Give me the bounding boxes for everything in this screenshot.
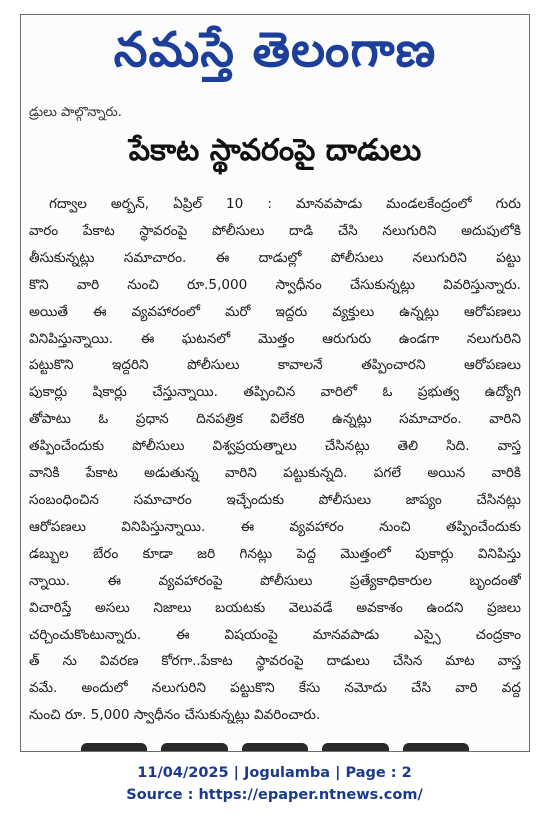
masthead-title: నమస్తే తెలంగాణ — [113, 22, 437, 78]
newspaper-clipping — [20, 14, 530, 752]
previous-article-fragment: డ్రులు పాల్గొన్నారు. — [29, 105, 122, 120]
cut-glyph — [322, 743, 388, 752]
cut-glyph — [161, 743, 227, 752]
cut-glyph — [81, 743, 147, 752]
body-line: తీసుకున్నట్లు సమాచారం. ఈ దాడుల్లో పోలీసులు నలుగురిని పట్టు — [29, 249, 521, 266]
body-line: వమే. అందులో నలుగురిని పట్టుకొని కేసు నమోదు చేసి వారి వద్ద — [29, 680, 521, 697]
body-line: తోపాటు ఓ ప్రధాన దినపత్రిక విలేకరి ఉన్నట్లు సమాచారం. వారిని — [29, 411, 521, 428]
article-body — [29, 191, 521, 729]
body-line: విచారిస్తే అసలు నిజాలు బయటకు వెలువడే అవకాశం ఉందని ప్రజలు — [29, 599, 521, 616]
cut-off-next-headline — [81, 743, 469, 752]
body-line: నుంచి రూ. 5,000 స్వాధీనం చేసుకున్నట్లు వివరించారు. — [29, 707, 321, 724]
body-line: డబ్బుల బేరం కూడా జరి గినట్లు పెద్ద మొత్తంలో పుకార్లు వినిపిస్తు — [29, 545, 521, 562]
edition-info: 11/04/2025 | Jogulamba | Page : 2 — [137, 765, 412, 781]
body-line: ఆరోపణలు వినిపిస్తున్నాయి. ఈ వ్యవహారం నుంచి తప్పించేందుకు — [29, 518, 521, 535]
body-line: తప్పించేందుకు పోలీసులు విశ్వప్రయత్నాలు చేసినట్లు తెలి సిది. వాస్త — [29, 438, 521, 455]
masthead — [21, 15, 529, 85]
body-line: సంబంధించిన సమాచారం ఇచ్చేందుకు పోలీసులు జాప్యం చేసినట్లు — [29, 491, 521, 508]
body-line: వినిపిస్తున్నాయి. ఈ ఘటనలో మొత్తం ఆరుగురు ఉండగా నలుగురిని — [29, 330, 521, 347]
body-line: న్నాయి. ఈ వ్యవహారంపై పోలీసులు ప్రత్యేకాధికారుల బృందంతో — [29, 572, 521, 589]
body-line: చర్చించుకొంటున్నారు. ఈ విషయంపై మానవపాడు ఎస్సై చంద్రకాం — [29, 626, 521, 643]
body-line: పుకార్లు షికార్లు చేస్తున్నాయి. తప్పించిన వారిలో ఓ ప్రభుత్వ ఉద్యోగి — [29, 384, 521, 401]
body-line: త్ ను వివరణ కోరగా..పేకాట స్థావరంపై దాడులు చేసిన మాట వాస్త — [29, 653, 521, 670]
cut-glyph — [242, 743, 308, 752]
source-link[interactable]: Source : https://epaper.ntnews.com/ — [126, 787, 423, 803]
body-line: కొని వారి నుంచి రూ.5,000 స్వాధీనం చేసుకున్నట్లు వివరిస్తున్నారు. — [29, 276, 521, 293]
body-line: గద్వాల అర్బన్, ఏప్రిల్ 10 : మానవపాడు మండలకేంద్రంలో గురు — [49, 196, 521, 212]
cut-glyph — [403, 743, 469, 752]
body-line: అయితే ఈ వ్యవహారంలో మరో ఇద్దరు వ్యక్తులు ఉన్నట్లు ఆరోపణలు — [29, 303, 521, 320]
body-line: వానికి పేకాట అడుతున్న వారిని పట్టుకున్నది. పగలే అయిన వారికి — [29, 465, 521, 482]
article-headline: పేకాట స్థావరంపై దాడులు — [128, 133, 422, 168]
clipping-footer — [0, 762, 549, 806]
body-line: వారం పేకాట స్థావరంపై పోలీసులు దాడి చేసి నలుగురిని అదుపులోకి — [29, 222, 521, 239]
body-line: పట్టుకొని ఇద్దరిని పోలీసులు కావాలనే తప్పించారని ఆరోపణలు — [29, 357, 521, 374]
